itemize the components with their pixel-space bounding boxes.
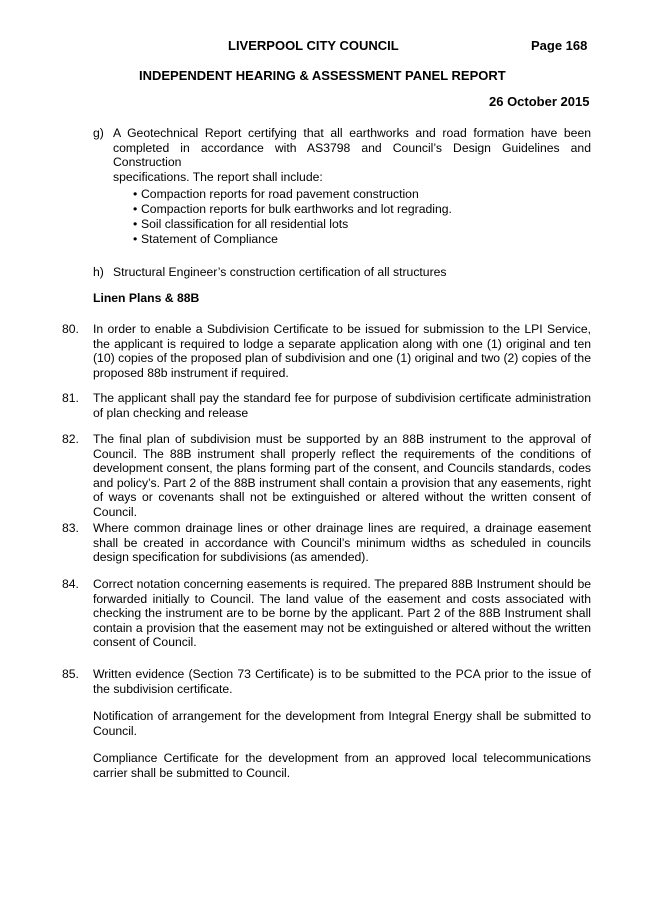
condition-line: of ways or covenants shall not be extinguished or altered without the written consent of: [93, 490, 591, 505]
condition-80-text: [93, 322, 591, 380]
condition-line: contain a provision that the easement may not be extinguished or altered without the written: [93, 620, 591, 635]
condition-line: consent of Council.: [93, 635, 197, 650]
bullet-icon: •: [133, 216, 138, 231]
condition-line: and policy’s. Part 2 of the 88B instrument shall contain a provision that any easements, right: [93, 475, 591, 490]
bullet-text: Compaction reports for bulk earthworks and lot regrading.: [141, 201, 452, 216]
condition-line: In order to enable a Subdivision Certificate to be issued for submission to the LPI Service,: [93, 322, 591, 336]
bullet-icon: •: [133, 231, 138, 246]
page-number: Page 168: [531, 38, 588, 53]
condition-line: Written evidence (Section 73 Certificate) is to be submitted to the PCA prior to the issue of: [93, 667, 591, 681]
condition-line: design specification for subdivisions (as amended).: [93, 550, 369, 565]
bullet-text: Soil classification for all residential lots: [141, 216, 349, 231]
item-h-marker: h): [93, 265, 104, 279]
item-g-marker: g): [93, 126, 104, 140]
list-item: [133, 187, 452, 202]
condition-85-text: [93, 667, 591, 696]
bullet-text: Compaction reports for road pavement construction: [141, 187, 419, 201]
bullet-icon: •: [133, 187, 138, 201]
condition-85-paragraph: [93, 709, 591, 738]
condition-line: The applicant shall pay the standard fee for purpose of subdivision certificate administration: [93, 391, 591, 405]
report-title: INDEPENDENT HEARING & ASSESSMENT PANEL REPORT: [139, 68, 506, 83]
condition-line: Council. The 88B instrument shall properly reflect the requirements of the conditions of: [93, 446, 591, 461]
condition-line: forwarded initially to Council. The land value of the easement and costs associated with: [93, 591, 591, 606]
condition-82-text: [93, 432, 591, 520]
condition-line: Council.: [93, 504, 138, 519]
condition-number: 81.: [62, 391, 79, 405]
condition-85-paragraph: [93, 751, 591, 780]
item-h-text: Structural Engineer’s construction certification of all structures: [113, 265, 447, 279]
list-item: [133, 232, 452, 247]
bullet-icon: •: [133, 201, 138, 216]
list-item: [133, 217, 452, 232]
condition-number: 84.: [62, 577, 79, 591]
condition-line: proposed 88b instrument if required.: [93, 365, 289, 380]
condition-line: carrier shall be submitted to Council.: [93, 765, 291, 780]
condition-line: the applicant is required to lodge a separate application along with one (1) original and ten: [93, 336, 591, 351]
condition-line: of plan checking and release: [93, 405, 249, 420]
condition-line: Council.: [93, 723, 138, 738]
item-g-line: completed in accordance with AS3798 and Council’s Design Guidelines and Construction: [113, 140, 591, 170]
condition-line: The final plan of subdivision must be supported by an 88B instrument to the approval of: [93, 432, 591, 446]
condition-line: Compliance Certificate for the development from an approved local telecommunications: [93, 751, 591, 765]
condition-number: 80.: [62, 322, 79, 336]
condition-number: 82.: [62, 432, 79, 446]
condition-number: 83.: [62, 521, 79, 535]
condition-line: Correct notation concerning easements is required. The prepared 88B Instrument should be: [93, 577, 591, 591]
report-date: 26 October 2015: [489, 94, 590, 109]
condition-84-text: [93, 577, 591, 650]
item-g-text: [113, 126, 591, 184]
item-g-line: specifications. The report shall include:: [113, 169, 323, 184]
council-name: LIVERPOOL CITY COUNCIL: [228, 38, 399, 53]
condition-number: 85.: [62, 667, 79, 681]
condition-line: checking the instrument are to be borne by the applicant. Part 2 of the 88B Instrument shall: [93, 606, 591, 621]
condition-81-text: [93, 391, 591, 420]
condition-83-text: [93, 521, 591, 565]
condition-line: Notification of arrangement for the development from Integral Energy shall be submitted to: [93, 709, 591, 723]
item-g-line: A Geotechnical Report certifying that all earthworks and road formation have been: [113, 126, 591, 140]
condition-line: (10) copies of the proposed plan of subdivision and one (1) original and two (2) copies of the: [93, 351, 591, 366]
list-item: [133, 202, 452, 217]
condition-line: Where common drainage lines or other drainage lines are required, a drainage easement: [93, 521, 591, 535]
bullet-text: Statement of Compliance: [141, 231, 278, 246]
section-heading: Linen Plans & 88B: [93, 291, 200, 305]
item-g-bullet-list: [133, 187, 452, 247]
condition-line: development consent, the plans forming part of the consent, and Councils standards, codes: [93, 461, 591, 476]
condition-line: shall be created in accordance with Council’s minimum widths as scheduled in councils: [93, 535, 591, 550]
condition-line: the subdivision certificate.: [93, 681, 233, 696]
